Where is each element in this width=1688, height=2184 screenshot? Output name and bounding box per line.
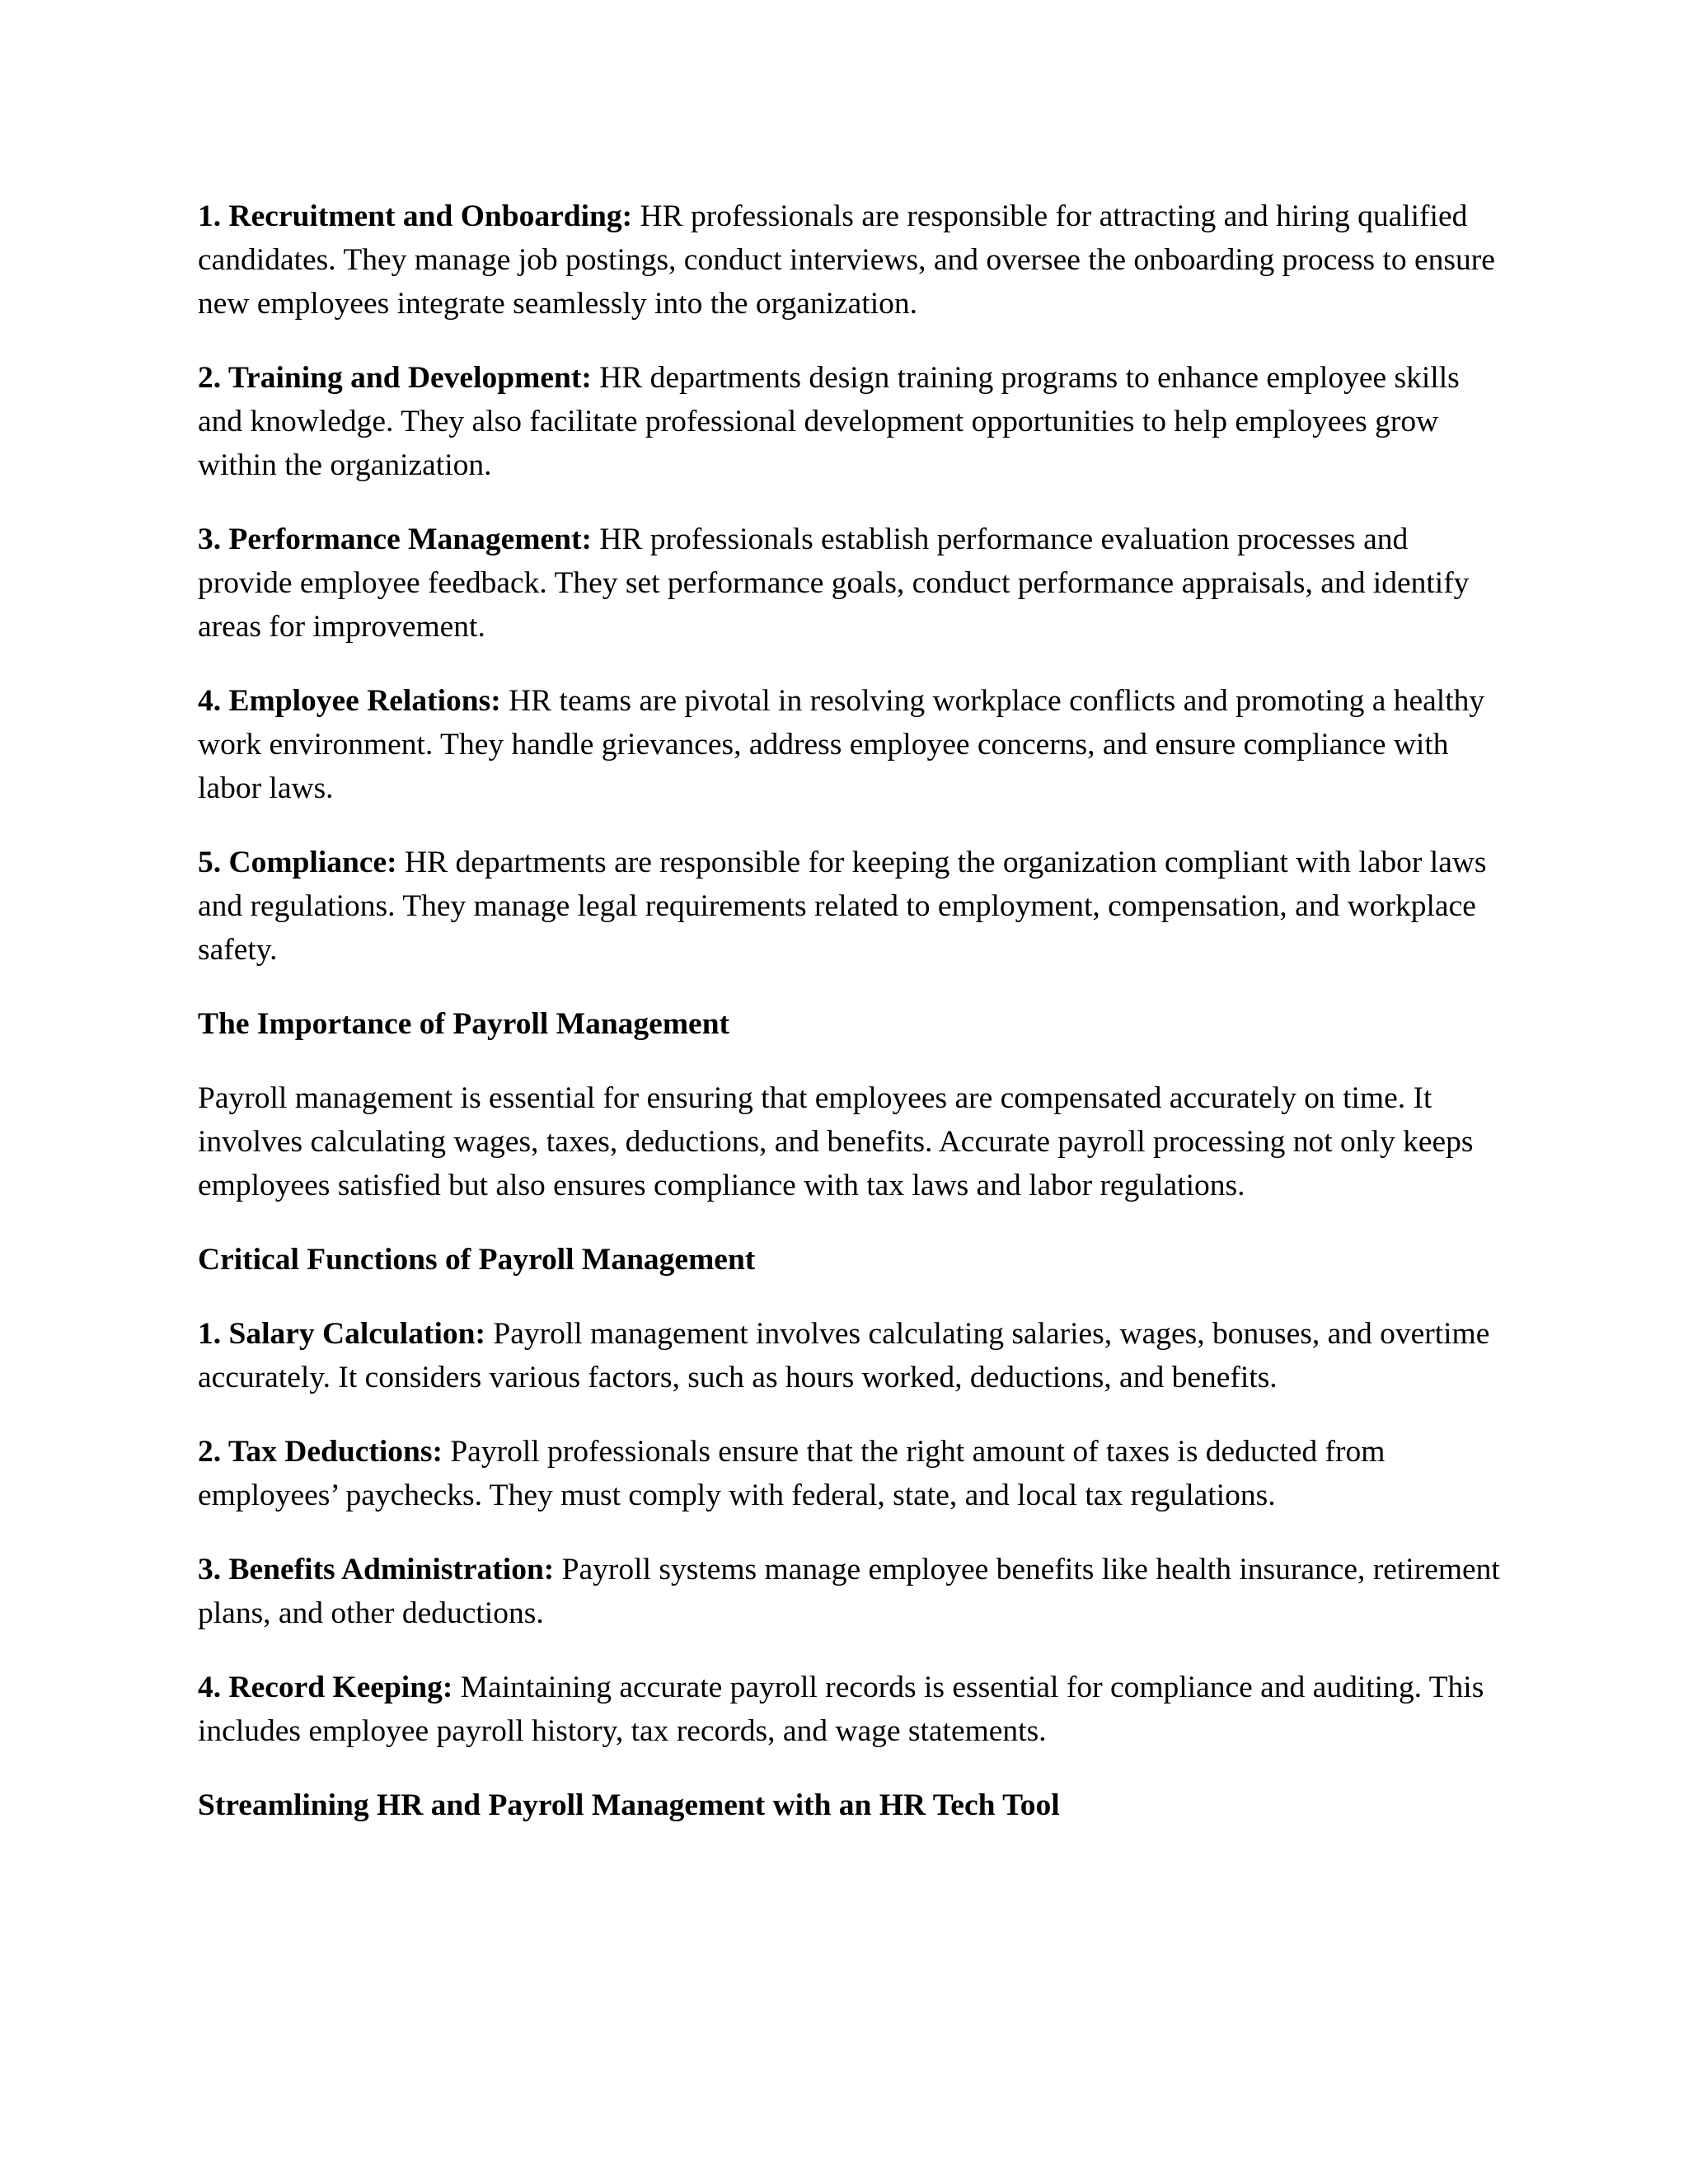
streamlining-heading: Streamlining HR and Payroll Management with an HR Tech Tool [198,1788,1060,1822]
document-body [198,194,1500,1858]
hr-function-text: HR professionals are responsible for attracting and hiring qualified candidates. They manage job postings, conduct interviews, and oversee the onboarding process to ensure new employees integrate seamlessly into the organization. [198,199,1495,321]
payroll-function-benefits [198,1548,1500,1635]
payroll-function-text: Payroll systems manage employee benefits like health insurance, retirement plans, and other deductions. [198,1553,1500,1630]
payroll-functions-heading: Critical Functions of Payroll Management [198,1243,756,1277]
hr-function-text: HR departments are responsible for keeping the organization compliant with labor laws and regulations. They manage legal requirements related to employment, compensation, and workplace safety. [198,846,1487,967]
payroll-function-tax [198,1430,1500,1517]
payroll-importance-heading: The Importance of Payroll Management [198,1007,730,1041]
payroll-function-label: 2. Tax Deductions: [198,1435,443,1469]
payroll-function-label: 1. Salary Calculation: [198,1317,485,1351]
payroll-function-label: 3. Benefits Administration: [198,1553,555,1586]
hr-function-text: HR teams are pivotal in resolving workplace conflicts and promoting a healthy work environment. They handle grievances, address employee concerns, and ensure compliance with labor laws. [198,684,1485,805]
hr-function-text: HR departments design training programs to enhance employee skills and knowledge. They also facilitate professional development opportunities to help employees grow within the organization. [198,361,1460,482]
hr-function-label: 1. Recruitment and Onboarding: [198,199,633,233]
hr-function-label: 3. Performance Management: [198,523,592,556]
hr-function-compliance [198,841,1500,972]
payroll-function-records [198,1666,1500,1753]
payroll-function-salary [198,1312,1500,1399]
hr-function-label: 2. Training and Development: [198,361,592,395]
hr-function-relations [198,679,1500,810]
payroll-function-text: Payroll professionals ensure that the right amount of taxes is deducted from employees’ paychecks. They must comply with federal, state, and local tax regulations. [198,1435,1386,1512]
payroll-importance-text: Payroll management is essential for ensuring that employees are compensated accurately on time. It involves calculating wages, taxes, deductions, and benefits. Accurate payroll processing not only keeps employees satisfied but also ensures compliance with tax laws and labor regulations. [198,1081,1474,1202]
hr-function-performance [198,518,1500,649]
payroll-function-text: Payroll management involves calculating salaries, wages, bonuses, and overtime accurately. It considers various factors, such as hours worked, deductions, and benefits. [198,1317,1490,1394]
hr-function-label: 4. Employee Relations: [198,684,501,718]
payroll-function-label: 4. Record Keeping: [198,1671,453,1704]
hr-function-text: HR professionals establish performance evaluation processes and provide employee feedback. They set performance goals, conduct performance appraisals, and identify areas for improvement. [198,523,1470,644]
hr-function-training [198,356,1500,487]
hr-function-label: 5. Compliance: [198,846,397,879]
payroll-function-text: Maintaining accurate payroll records is essential for compliance and auditing. This includes employee payroll history, tax records, and wage statements. [198,1671,1484,1748]
hr-function-recruitment [198,194,1500,326]
